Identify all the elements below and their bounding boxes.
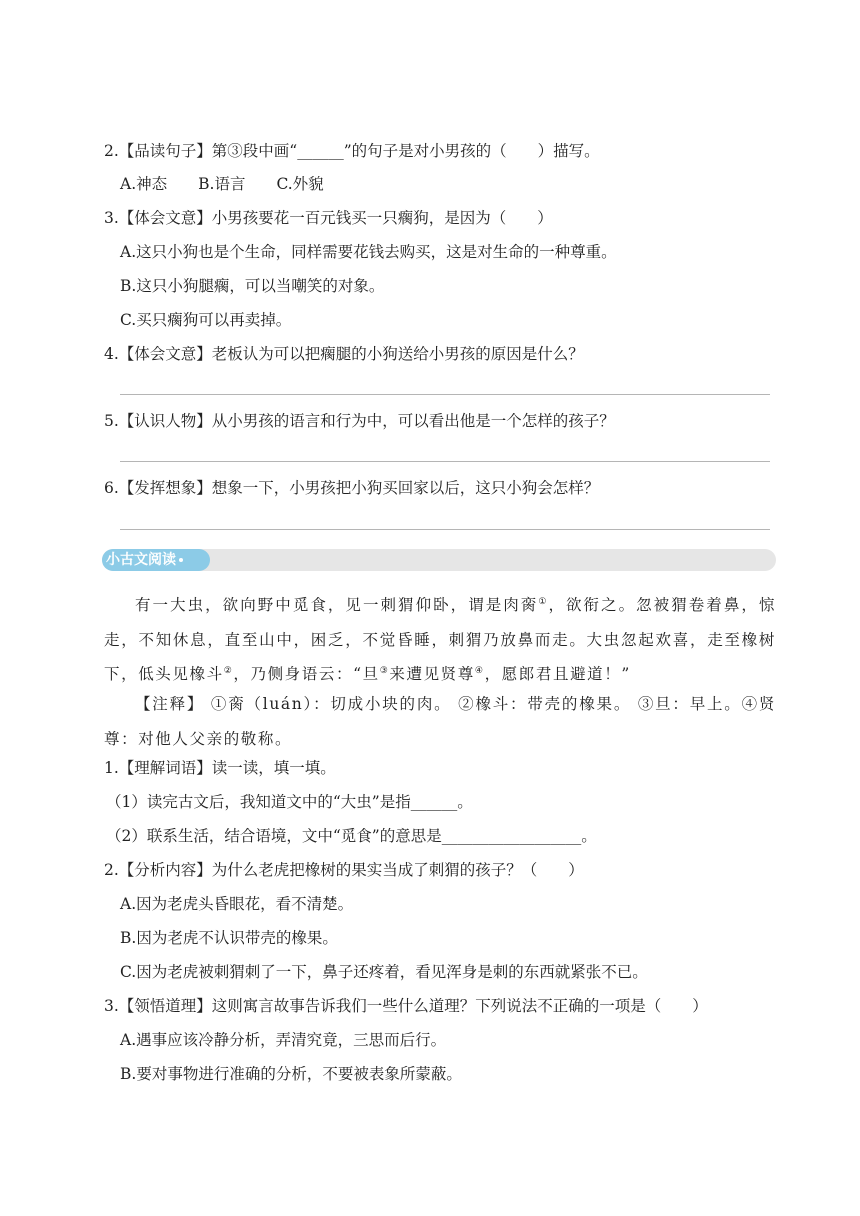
section-header-bar xyxy=(102,549,776,571)
question-3-option-a: A.这只小狗也是个生命，同样需要花钱去购买，这是对生命的一种尊重。 xyxy=(120,243,617,261)
passage-text-5: ，愿郎君且避道！” xyxy=(484,665,631,683)
classical-question-1-stem: 1.【理解词语】读一读，填一填。 xyxy=(104,759,336,777)
classical-question-3-option-a: A.遇事应该冷静分析，弄清究竟，三思而后行。 xyxy=(120,1031,447,1049)
footnote-mark-4: ④ xyxy=(474,665,485,676)
section-title-tag xyxy=(102,549,210,571)
classical-question-2-option-c: C.因为老虎被刺猬刺了一下，鼻子还疼着，看见浑身是刺的东西就紧张不已。 xyxy=(120,963,648,981)
passage-text-4: 来遭见贤尊 xyxy=(389,665,475,683)
section-title: 小古文阅读 xyxy=(106,552,176,568)
footnote-mark-2: ② xyxy=(223,665,234,676)
classical-passage xyxy=(104,588,776,692)
question-2-stem: 2.【品读句子】第③段中画“______”的句子是对小男孩的（ ）描写。 xyxy=(104,142,600,160)
answer-line-q5[interactable] xyxy=(120,461,770,462)
annotation-notes: 【注释】 ①脔（luán）：切成小块的肉。 ②橡斗：带壳的橡果。 ③旦：早上。④贤尊：对他人父亲的敬称。 xyxy=(104,695,776,748)
answer-line-q4[interactable] xyxy=(120,394,770,395)
bullet-dot-icon xyxy=(179,558,183,562)
passage-text-3: ，乃侧身语云：“旦 xyxy=(233,665,380,683)
question-3-stem: 3.【体会文意】小男孩要花一百元钱买一只瘸狗，是因为（ ） xyxy=(104,209,553,227)
footnote-mark-3: ③ xyxy=(379,665,390,676)
answer-line-q6[interactable] xyxy=(120,529,770,530)
passage-text-1: 有一大虫，欲向野中觅食，见一刺猬仰卧，谓是肉脔 xyxy=(135,596,539,614)
classical-question-2-stem: 2.【分析内容】为什么老虎把橡树的果实当成了刺猬的孩子？（ ） xyxy=(104,861,584,879)
question-5-stem: 5.【认识人物】从小男孩的语言和行为中，可以看出他是一个怎样的孩子？ xyxy=(104,412,615,430)
question-2-options: A.神态 B.语言 C.外貌 xyxy=(120,175,324,193)
question-3-option-c: C.买只瘸狗可以再卖掉。 xyxy=(120,311,292,329)
question-6-stem: 6.【发挥想象】想象一下，小男孩把小狗买回家以后，这只小狗会怎样？ xyxy=(104,479,600,497)
classical-question-2-option-a: A.因为老虎头昏眼花，看不清楚。 xyxy=(120,895,354,913)
question-3-option-b: B.这只小狗腿瘸，可以当嘲笑的对象。 xyxy=(120,277,385,295)
classical-question-2-option-b: B.因为老虎不认识带壳的橡果。 xyxy=(120,929,338,947)
classical-question-3-option-b: B.要对事物进行准确的分析，不要被表象所蒙蔽。 xyxy=(120,1065,462,1083)
classical-question-1-sub2: （2）联系生活，结合语境，文中“觅食”的意思是__________________。 xyxy=(106,827,597,845)
question-4-stem: 4.【体会文意】老板认为可以把瘸腿的小狗送给小男孩的原因是什么？ xyxy=(104,345,584,363)
passage-text-2: ，欲衔之。忽被猬卷着鼻，惊走，不知休息，直至山中，困乏，不觉昏睡，刺猬乃放鼻而走。大虫忽起欢喜，走至橡树下，低头见橡斗 xyxy=(104,596,776,683)
classical-question-3-stem: 3.【领悟道理】这则寓言故事告诉我们一些什么道理？下列说法不正确的一项是（ ） xyxy=(104,997,708,1015)
footnote-mark-1: ① xyxy=(538,596,549,607)
classical-question-1-sub1: （1）读完古文后，我知道文中的“大虫”是指______。 xyxy=(106,793,473,811)
